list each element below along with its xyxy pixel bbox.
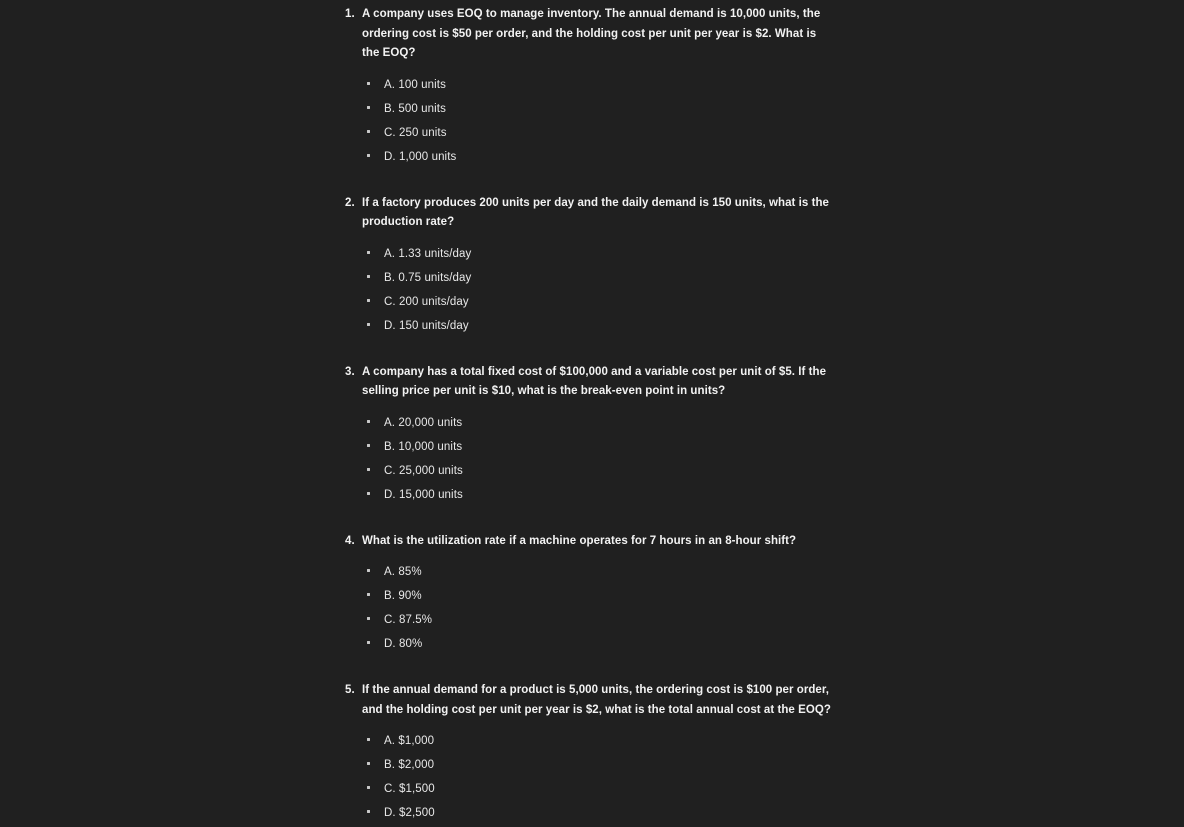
option-item[interactable] — [345, 562, 845, 586]
option-label: A. 1.33 units/day — [384, 247, 472, 260]
bullet-icon — [367, 583, 384, 601]
question-text: A company has a total fixed cost of $100,000 and a variable cost per unit of $5. If the selling price per unit is $10, what is the break-even point in units? — [362, 365, 827, 397]
option-label: C. 87.5% — [384, 614, 433, 626]
option-label: B. 0.75 units/day — [384, 271, 472, 284]
bullet-icon — [367, 241, 384, 259]
option-list — [345, 551, 845, 658]
question-text: A company uses EOQ to manage inventory. The annual demand is 10,000 units, the ordering cost is $50 per order, and the holding cost per unit per year is $2. What is the EOQ? — [362, 8, 821, 59]
option-list — [345, 402, 845, 509]
question-row — [345, 676, 845, 720]
option-item[interactable] — [345, 461, 845, 485]
option-label: D. 1,000 units — [384, 150, 457, 163]
option-list — [345, 64, 845, 171]
question-row — [345, 527, 845, 552]
option-item[interactable] — [345, 75, 845, 99]
question-number: 3. — [345, 365, 355, 378]
option-item[interactable] — [345, 586, 845, 610]
question-block — [345, 0, 845, 171]
option-label: C. 250 units — [384, 126, 447, 139]
bullet-icon — [367, 144, 384, 162]
question-number: 2. — [345, 196, 355, 209]
option-item[interactable] — [345, 99, 845, 123]
bullet-icon — [367, 728, 384, 746]
option-item[interactable] — [345, 316, 845, 340]
option-label: A. 100 units — [384, 78, 446, 91]
bullet-icon — [367, 96, 384, 114]
option-list — [345, 233, 845, 340]
question-text: If the annual demand for a product is 5,000 units, the ordering cost is $100 per order, and the holding cost per unit per year is $2, what is the total annual cost at the EOQ? — [362, 684, 831, 716]
option-label: B. 10,000 units — [384, 440, 463, 453]
bullet-icon — [367, 289, 384, 307]
option-label: B. 90% — [384, 590, 422, 602]
question-block — [345, 189, 845, 340]
question-number: 5. — [345, 684, 355, 696]
bullet-icon — [367, 72, 384, 90]
bullet-icon — [367, 458, 384, 476]
bullet-icon — [367, 434, 384, 452]
option-item[interactable] — [345, 779, 845, 803]
option-item[interactable] — [345, 147, 845, 171]
question-block — [345, 676, 845, 827]
bullet-icon — [367, 800, 384, 818]
option-item[interactable] — [345, 731, 845, 755]
bullet-icon — [367, 120, 384, 138]
question-text: What is the utilization rate if a machine operates for 7 hours in an 8-hour shift? — [362, 534, 797, 547]
option-label: B. $2,000 — [384, 759, 435, 771]
bullet-icon — [367, 559, 384, 577]
question-row — [345, 189, 845, 233]
option-item[interactable] — [345, 755, 845, 779]
option-item[interactable] — [345, 485, 845, 509]
bullet-icon — [367, 776, 384, 794]
option-label: D. $2,500 — [384, 807, 435, 819]
option-label: C. $1,500 — [384, 783, 435, 795]
bullet-icon — [367, 313, 384, 331]
question-list — [345, 0, 845, 827]
option-label: A. $1,000 — [384, 735, 435, 747]
option-label: D. 150 units/day — [384, 319, 469, 332]
option-item[interactable] — [345, 123, 845, 147]
option-label: C. 25,000 units — [384, 464, 463, 477]
bullet-icon — [367, 607, 384, 625]
bullet-icon — [367, 631, 384, 649]
bullet-icon — [367, 410, 384, 428]
question-row — [345, 358, 845, 402]
option-item[interactable] — [345, 413, 845, 437]
option-item[interactable] — [345, 244, 845, 268]
question-number: 1. — [345, 8, 355, 20]
question-row — [345, 0, 845, 64]
bullet-icon — [367, 265, 384, 283]
option-label: C. 200 units/day — [384, 295, 469, 308]
option-item[interactable] — [345, 292, 845, 316]
option-item[interactable] — [345, 634, 845, 658]
bullet-icon — [367, 482, 384, 500]
option-item[interactable] — [345, 610, 845, 634]
option-list — [345, 720, 845, 827]
question-number: 4. — [345, 534, 355, 547]
question-block — [345, 527, 845, 659]
option-label: D. 80% — [384, 638, 423, 650]
bullet-icon — [367, 752, 384, 770]
question-block — [345, 358, 845, 509]
option-item[interactable] — [345, 803, 845, 827]
option-label: D. 15,000 units — [384, 488, 463, 501]
option-label: A. 85% — [384, 566, 422, 578]
option-item[interactable] — [345, 268, 845, 292]
question-text: If a factory produces 200 units per day and the daily demand is 150 units, what is the production rate? — [362, 196, 829, 228]
option-item[interactable] — [345, 437, 845, 461]
option-label: B. 500 units — [384, 102, 446, 115]
option-label: A. 20,000 units — [384, 416, 463, 429]
